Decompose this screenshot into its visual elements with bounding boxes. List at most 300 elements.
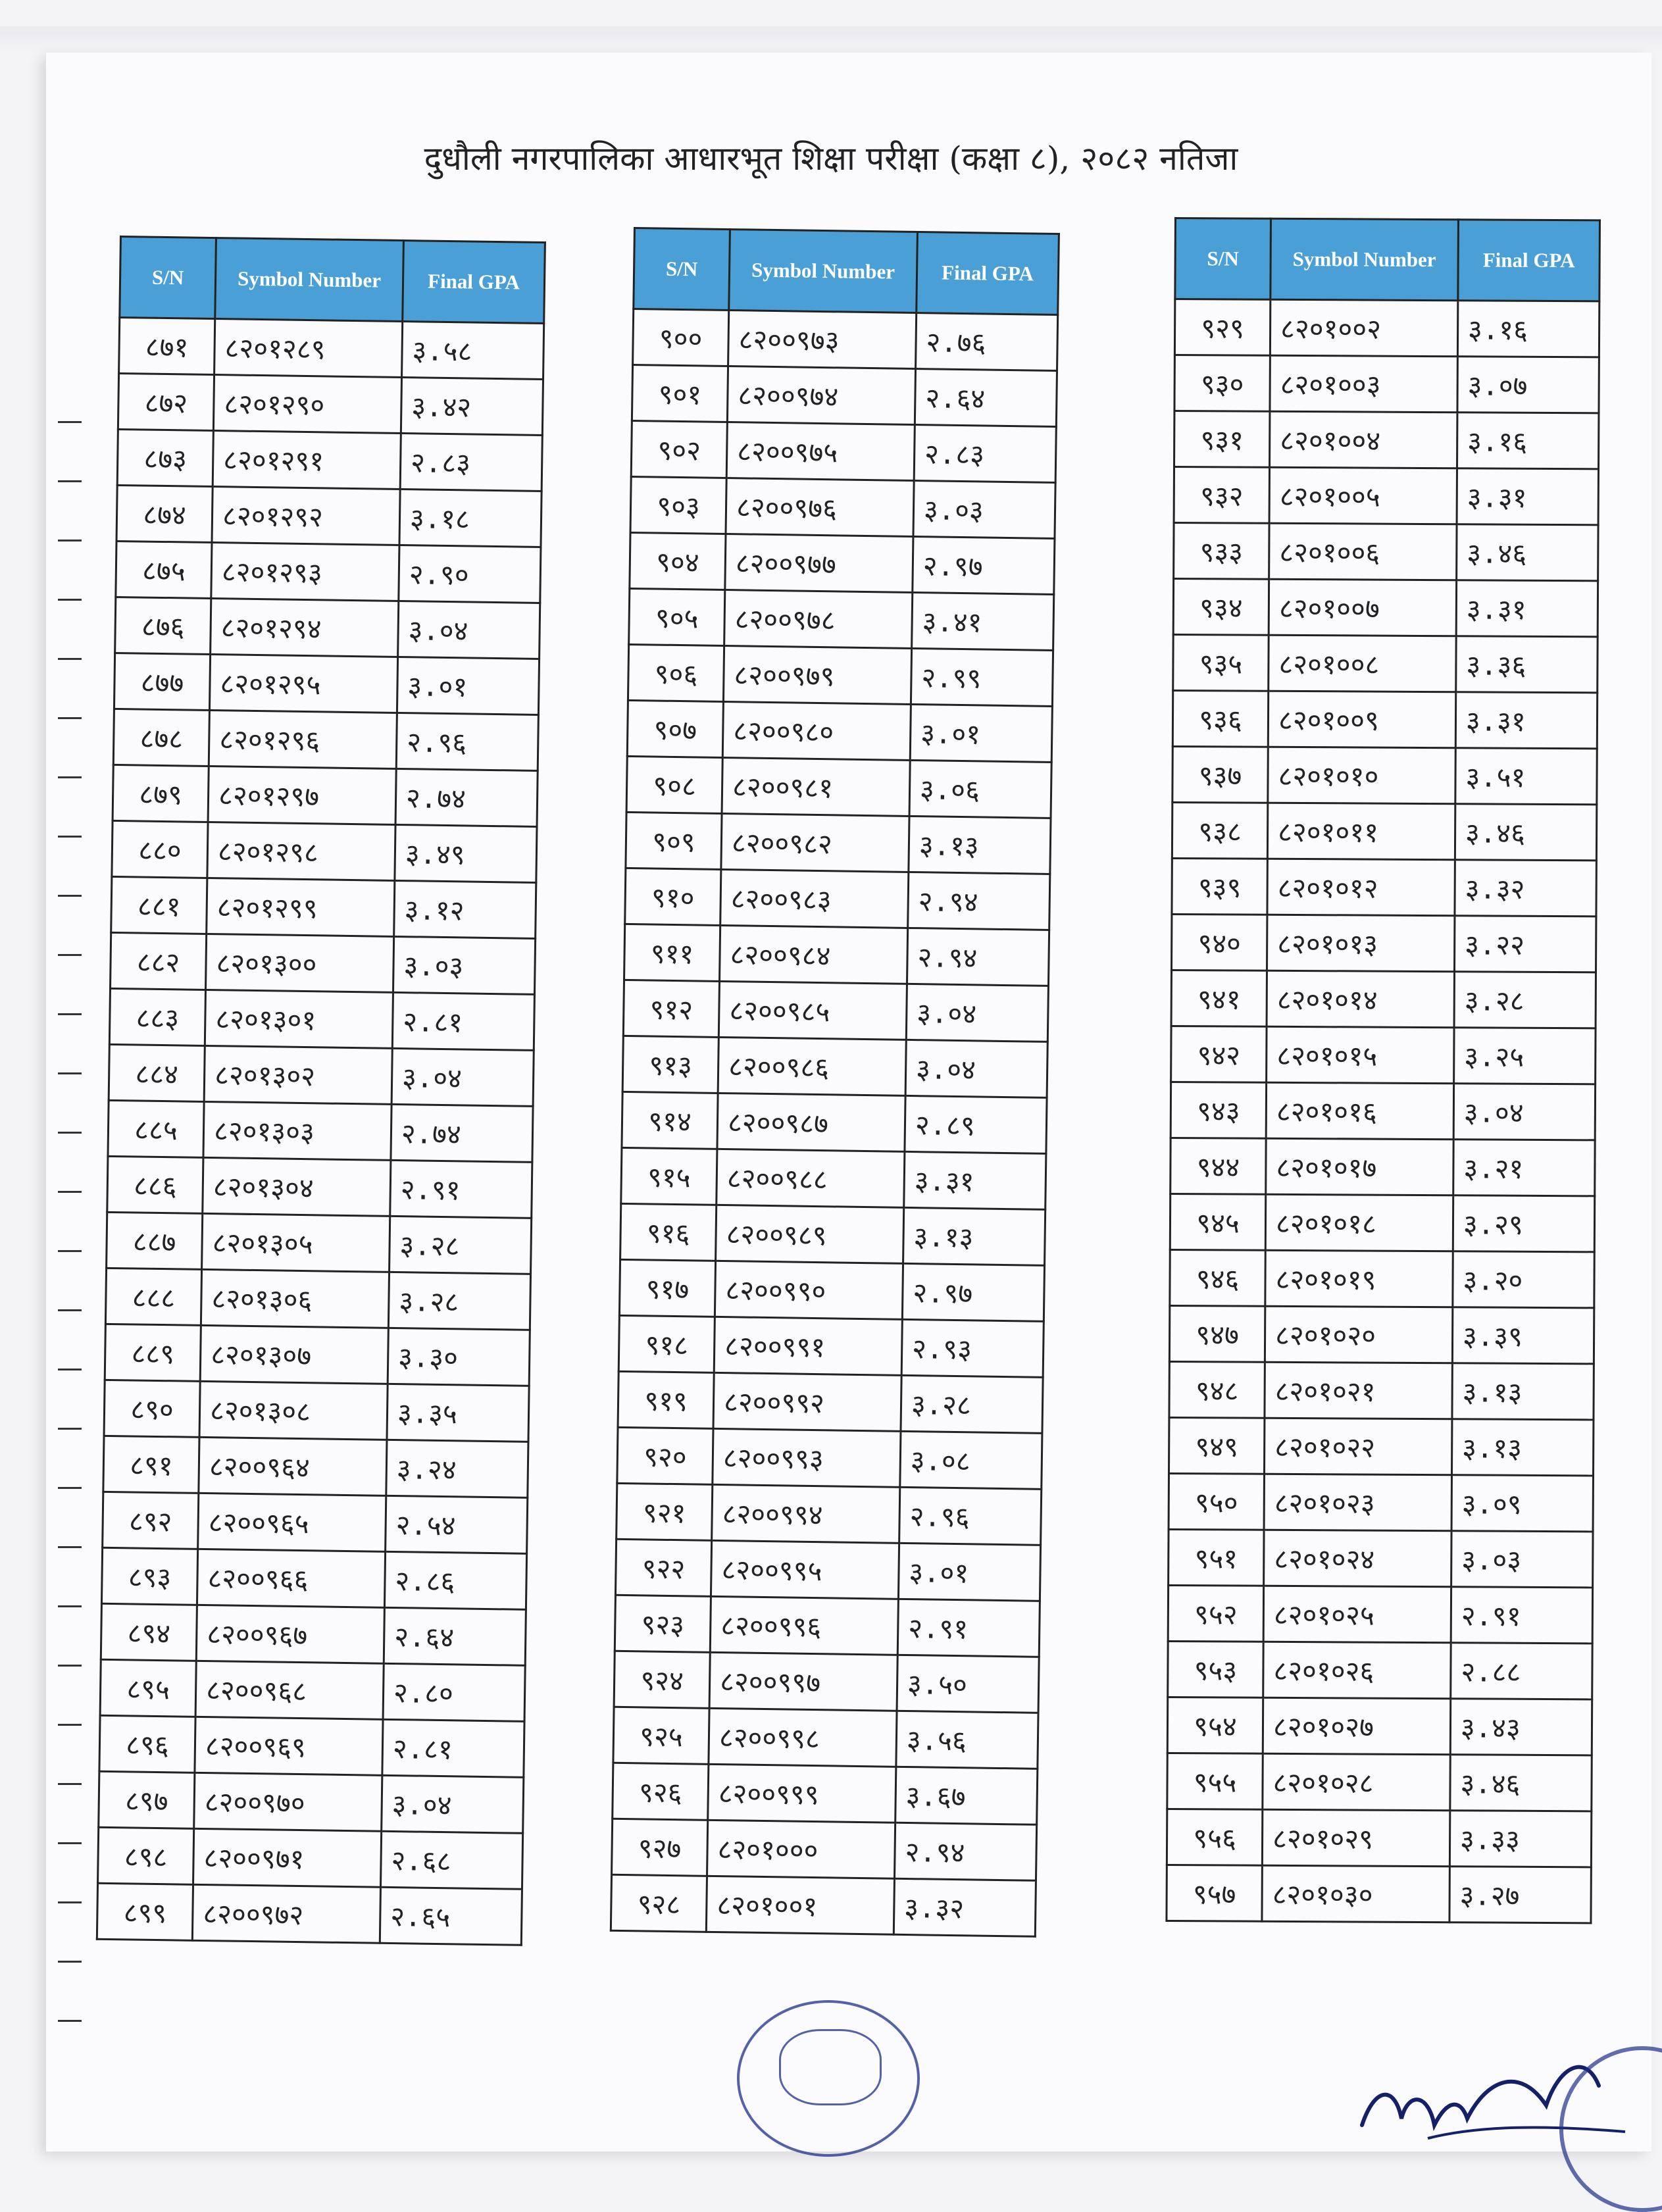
results-table-1 [96, 236, 546, 1946]
cell-final-gpa: ३.१३ [1451, 1419, 1593, 1476]
cell-symbol-number: ८२००९७१ [193, 1828, 382, 1887]
cell-sn: ८९१ [103, 1436, 199, 1493]
cell-sn: ८८४ [109, 1044, 205, 1101]
cell-symbol-number: ८२०१२९३ [211, 543, 399, 601]
cell-final-gpa: ३.०६ [909, 760, 1051, 818]
cell-final-gpa: ३.१८ [399, 489, 541, 547]
table-row [1172, 690, 1597, 748]
cell-symbol-number: ८२०१०२७ [1263, 1697, 1450, 1754]
table-row [111, 932, 536, 994]
cell-sn: ८८२ [111, 932, 207, 990]
cell-symbol-number: ८२००९६७ [196, 1605, 384, 1663]
cell-symbol-number: ८२०१३०७ [200, 1325, 388, 1384]
table-row [1172, 914, 1596, 972]
cell-final-gpa: ३.३१ [1457, 468, 1598, 525]
edge-tick [58, 954, 82, 956]
cell-sn: ८८० [112, 820, 208, 878]
cell-final-gpa: २.९७ [902, 1263, 1044, 1321]
cell-symbol-number: ८२०१०१५ [1267, 1026, 1454, 1083]
cell-sn: ९११ [624, 924, 720, 981]
cell-symbol-number: ८२०१२९८ [207, 822, 395, 880]
table-row [1173, 579, 1598, 637]
edge-tick [58, 776, 82, 778]
cell-final-gpa: ३.१२ [394, 880, 536, 938]
cell-symbol-number: ८२००९८१ [722, 757, 910, 816]
cell-final-gpa: ३.३० [388, 1328, 530, 1386]
edge-tick [58, 895, 82, 897]
table-row [101, 1603, 526, 1665]
table-row [105, 1268, 530, 1330]
cell-sn: ९३८ [1172, 802, 1267, 859]
cell-symbol-number: ८२००९८२ [721, 813, 909, 872]
cell-final-gpa: ३.१६ [1457, 301, 1599, 357]
table-row [629, 588, 1054, 650]
cell-final-gpa: ३.३२ [1455, 860, 1596, 917]
cell-symbol-number: ८२०१००१ [706, 1876, 894, 1934]
cell-symbol-number: ८२००९७५ [726, 422, 915, 481]
cell-symbol-number: ८२००९७४ [727, 366, 915, 425]
cell-symbol-number: ८२०१००२ [1270, 299, 1457, 356]
cell-final-gpa: ३.२२ [1455, 916, 1596, 972]
header-symbol-number: Symbol Number [729, 230, 918, 313]
cell-symbol-number: ८२०१०१३ [1267, 915, 1455, 971]
cell-sn: ९०८ [626, 756, 722, 813]
cell-symbol-number: ८२००९९२ [713, 1372, 901, 1431]
cell-symbol-number: ८२०१०१० [1268, 747, 1455, 803]
header-sn: S/N [1175, 218, 1271, 300]
cell-symbol-number: ८२०१२९५ [209, 654, 397, 713]
cell-sn: ८९९ [97, 1883, 193, 1940]
cell-final-gpa: २.९४ [908, 872, 1050, 930]
seal-emblem [779, 2029, 882, 2105]
cell-sn: ९२६ [613, 1763, 709, 1820]
table-row [1174, 523, 1598, 581]
cell-symbol-number: ८२०१०१६ [1266, 1082, 1453, 1139]
cell-symbol-number: ८२०१३०६ [201, 1269, 389, 1328]
table-row [1172, 746, 1597, 804]
table-row [624, 924, 1049, 986]
cell-final-gpa: ३.०९ [1451, 1475, 1593, 1532]
cell-sn: ९४६ [1170, 1249, 1265, 1306]
cell-final-gpa: ३.६७ [895, 1767, 1038, 1824]
cell-symbol-number: ८२०१००४ [1270, 411, 1457, 468]
cell-sn: ९५४ [1167, 1697, 1263, 1753]
cell-sn: ९२२ [615, 1539, 711, 1596]
cell-symbol-number: ८२०१२९० [213, 375, 401, 434]
edge-tick [58, 540, 82, 541]
cell-sn: ८७४ [116, 485, 213, 542]
cell-sn: ९५५ [1167, 1753, 1263, 1809]
cell-sn: ८७७ [114, 653, 210, 710]
cell-final-gpa: ३.३१ [1456, 580, 1598, 637]
cell-symbol-number: ८२०१०२४ [1264, 1530, 1451, 1586]
cell-final-gpa: २.९० [399, 545, 541, 603]
cell-sn: ९०४ [630, 532, 726, 590]
table-row [613, 1707, 1038, 1769]
table-row [1171, 1138, 1595, 1195]
cell-final-gpa: ३.०३ [913, 480, 1055, 538]
cell-symbol-number: ८२००९६६ [197, 1549, 385, 1607]
table-row [109, 1044, 534, 1106]
cell-final-gpa: २.७४ [395, 768, 538, 826]
cell-symbol-number: ८२००९६९ [195, 1717, 383, 1775]
cell-sn: ८८८ [105, 1268, 201, 1325]
table-row [612, 1819, 1037, 1880]
cell-symbol-number: ८२०१०२२ [1264, 1418, 1451, 1474]
cell-final-gpa: ३.५८ [402, 322, 544, 380]
cell-final-gpa: ३.०१ [910, 704, 1052, 762]
cell-final-gpa: ३.०४ [906, 984, 1048, 1042]
table-row [626, 756, 1051, 818]
header-sn: S/N [120, 237, 216, 319]
edge-tick [58, 2020, 82, 2022]
edge-tick [58, 836, 82, 838]
table-row [117, 429, 542, 491]
cell-sn: ८८५ [108, 1100, 204, 1157]
cell-final-gpa: ३.०४ [905, 1040, 1047, 1097]
table-row [99, 1715, 524, 1777]
table-row [1167, 1865, 1591, 1923]
cell-final-gpa: २.६४ [384, 1607, 526, 1665]
cell-symbol-number: ८२०१३०३ [203, 1101, 391, 1160]
table-row [1174, 299, 1599, 357]
cell-sn: ९४० [1172, 914, 1267, 970]
edge-tick [58, 1961, 82, 1963]
table-row [1169, 1529, 1593, 1587]
cell-symbol-number: ८२००९९५ [711, 1540, 899, 1599]
header-symbol-number: Symbol Number [1271, 218, 1459, 300]
cell-symbol-number: ८२००९७७ [725, 534, 913, 593]
cell-symbol-number: ८२००९९८ [709, 1708, 897, 1767]
cell-sn: ८८६ [107, 1156, 203, 1213]
cell-symbol-number: ८२०१००९ [1268, 691, 1455, 747]
municipality-seal [737, 2000, 920, 2157]
cell-sn: ८९२ [103, 1492, 199, 1549]
cell-symbol-number: ८२०१००० [707, 1820, 895, 1878]
cell-final-gpa: ३.४६ [1450, 1755, 1592, 1811]
cell-symbol-number: ८२०१३०१ [205, 990, 393, 1048]
cell-symbol-number: ८२०१०१४ [1267, 970, 1454, 1027]
cell-symbol-number: ८२०१०२६ [1263, 1642, 1451, 1698]
cell-sn: ९३५ [1173, 634, 1269, 691]
cell-sn: ९४४ [1171, 1138, 1266, 1194]
cell-symbol-number: ८२००९८५ [718, 981, 907, 1040]
table-row [630, 532, 1055, 594]
cell-symbol-number: ८२०१३०४ [203, 1157, 391, 1216]
header-final-gpa: Final GPA [403, 241, 545, 324]
cell-final-gpa: २.५४ [386, 1496, 528, 1553]
page-title: दुधौली नगरपालिका आधारभूत शिक्षा परीक्षा (कक्षा ८), २०८२ नतिजा [424, 139, 1238, 178]
cell-symbol-number: ८२०१२९४ [211, 598, 399, 657]
table-row [613, 1763, 1038, 1824]
cell-sn: ८८९ [105, 1324, 201, 1381]
cell-sn: ९४९ [1169, 1417, 1265, 1474]
table-row [1171, 1026, 1596, 1084]
table-row [111, 876, 536, 938]
table-row [617, 1427, 1042, 1489]
cell-sn: ९१६ [620, 1203, 717, 1261]
cell-final-gpa: ३.३१ [1455, 692, 1597, 749]
table-row [115, 597, 540, 659]
cell-final-gpa: ३.४३ [1450, 1699, 1592, 1755]
cell-sn: ९२५ [613, 1707, 709, 1764]
cell-sn: ९१७ [619, 1259, 715, 1317]
cell-symbol-number: ८२००९९३ [713, 1428, 901, 1487]
table-row [97, 1883, 522, 1945]
underlying-page-edge [0, 26, 1662, 53]
cell-symbol-number: ८२०१०२८ [1263, 1753, 1450, 1810]
cell-sn: ९२४ [614, 1651, 710, 1708]
cell-final-gpa: ३.३९ [1452, 1307, 1594, 1364]
cell-final-gpa: ३.१३ [1452, 1363, 1594, 1420]
cell-sn: ९०० [633, 309, 729, 366]
table-row [618, 1315, 1044, 1377]
cell-symbol-number: ८२०१००८ [1269, 635, 1456, 691]
table-row [100, 1659, 525, 1721]
table-row [1169, 1417, 1594, 1475]
cell-final-gpa: २.९९ [911, 648, 1053, 706]
cell-sn: ९१३ [622, 1036, 718, 1093]
cell-symbol-number: ८२००९८६ [718, 1037, 906, 1095]
table-row [620, 1203, 1045, 1265]
cell-final-gpa: ३.०१ [397, 657, 539, 715]
table-row [1168, 1585, 1592, 1643]
table-row [1167, 1753, 1592, 1811]
cell-final-gpa: २.९३ [901, 1319, 1044, 1377]
cell-symbol-number: ८२०१०२९ [1262, 1809, 1449, 1866]
table-row [617, 1483, 1042, 1545]
cell-symbol-number: ८२०१०१८ [1265, 1194, 1453, 1251]
cell-symbol-number: ८२०१२९७ [208, 766, 396, 824]
edge-tick [58, 1724, 82, 1726]
edge-tick [58, 1072, 82, 1074]
cell-final-gpa: ३.०४ [391, 1048, 534, 1106]
cell-symbol-number: ८२०१०११ [1267, 803, 1455, 859]
cell-sn: ९१२ [623, 980, 719, 1037]
cell-sn: ९३७ [1172, 746, 1268, 803]
table-row [622, 1092, 1047, 1153]
table-row [614, 1651, 1039, 1713]
edge-tick [58, 1013, 82, 1015]
table-row [621, 1147, 1046, 1209]
cell-final-gpa: २.६४ [915, 369, 1057, 427]
table-header [1175, 218, 1600, 301]
table-row [99, 1771, 524, 1833]
cell-final-gpa: २.८१ [392, 992, 534, 1050]
cell-sn: ८९५ [100, 1659, 196, 1717]
table-row [105, 1324, 530, 1386]
table-row [1169, 1473, 1593, 1531]
cell-final-gpa: ३.३३ [1449, 1811, 1591, 1867]
table-row [1167, 1809, 1591, 1867]
cell-sn: ९०३ [630, 476, 726, 534]
table-row [109, 988, 534, 1050]
cell-final-gpa: २.९१ [390, 1160, 532, 1218]
table-row [1172, 858, 1596, 916]
results-table-3 [1165, 217, 1601, 1924]
cell-symbol-number: ८२००९८० [722, 701, 911, 760]
cell-final-gpa: २.९७ [913, 536, 1055, 594]
cell-sn: ९०७ [627, 700, 723, 757]
cell-final-gpa: ३.१३ [909, 816, 1051, 874]
cell-final-gpa: २.६५ [380, 1887, 522, 1945]
cell-final-gpa: ३.२८ [388, 1272, 530, 1330]
cell-sn: ९१८ [618, 1315, 715, 1372]
edge-tick [58, 1901, 82, 1903]
cell-sn: ९०५ [629, 588, 725, 645]
table-row [107, 1212, 532, 1274]
cell-sn: ९१५ [621, 1147, 717, 1205]
cell-symbol-number: ८२०१२९२ [212, 487, 400, 545]
cell-final-gpa: ३.२४ [386, 1440, 528, 1497]
cell-final-gpa: २.९१ [897, 1599, 1040, 1657]
cell-sn: ९५६ [1167, 1809, 1262, 1865]
cell-symbol-number: ८२०१०२३ [1264, 1474, 1451, 1530]
table-row [108, 1100, 533, 1162]
cell-final-gpa: ३.२८ [901, 1375, 1043, 1433]
table-row [1174, 467, 1598, 525]
cell-symbol-number: ८२००९९९ [708, 1764, 896, 1822]
cell-final-gpa: २.८३ [914, 424, 1056, 482]
cell-sn: ८९३ [101, 1547, 197, 1605]
cell-symbol-number: ८२००९८४ [720, 925, 908, 984]
cell-sn: ९०९ [626, 812, 722, 869]
cell-symbol-number: ८२०१०२० [1265, 1306, 1452, 1363]
table-row [1170, 1194, 1594, 1251]
cell-sn: ८७८ [113, 709, 209, 766]
table-row [101, 1547, 526, 1609]
cell-final-gpa: २.९६ [396, 713, 538, 770]
cell-symbol-number: ८२००९८७ [717, 1093, 905, 1151]
table-header [120, 237, 545, 324]
page-stack-edge-marks [58, 421, 84, 2066]
cell-final-gpa: ३.२८ [1454, 972, 1596, 1028]
cell-final-gpa: ३.२९ [1453, 1195, 1594, 1252]
cell-symbol-number: ८२०१३०० [206, 934, 394, 992]
edge-tick [58, 658, 82, 660]
cell-final-gpa: ३.२७ [1449, 1867, 1591, 1923]
table-row [1168, 1641, 1592, 1699]
cell-final-gpa: ३.०१ [898, 1543, 1040, 1601]
cell-final-gpa: ३.१३ [903, 1207, 1045, 1265]
table-row [628, 644, 1053, 706]
cell-sn: ८७५ [116, 541, 212, 598]
table-row [1173, 634, 1598, 692]
table-row [633, 309, 1058, 371]
cell-symbol-number: ८२००९८८ [717, 1149, 905, 1207]
cell-final-gpa: ३.४१ [912, 592, 1054, 650]
cell-final-gpa: ३.०८ [900, 1431, 1042, 1489]
table-row [116, 485, 541, 547]
header-sn: S/N [634, 228, 730, 311]
table-row [98, 1827, 523, 1889]
table-row [632, 365, 1057, 427]
table-row [1174, 411, 1599, 469]
edge-tick [58, 717, 82, 719]
table-row [103, 1436, 528, 1497]
cell-sn: ९४३ [1171, 1082, 1266, 1138]
cell-sn: ९२३ [615, 1595, 711, 1652]
table-row [623, 980, 1048, 1042]
cell-sn: ९४२ [1171, 1026, 1267, 1082]
cell-final-gpa: ३.४६ [1455, 804, 1596, 861]
cell-sn: ९५७ [1167, 1865, 1262, 1921]
cell-final-gpa: २.९४ [907, 928, 1049, 986]
cell-final-gpa: ३.०४ [382, 1775, 524, 1833]
cell-symbol-number: ८२०१२९९ [207, 878, 395, 936]
table-row [619, 1259, 1044, 1321]
cell-sn: ९५१ [1169, 1529, 1264, 1586]
table-row [1169, 1305, 1594, 1363]
table-header [634, 228, 1059, 315]
header-symbol-number: Symbol Number [215, 238, 404, 322]
cell-final-gpa: ३.४६ [1457, 524, 1598, 581]
cell-sn: ९३२ [1174, 467, 1269, 524]
cell-sn: ९३१ [1174, 411, 1270, 468]
table-row [625, 868, 1050, 930]
cell-final-gpa: ३.०४ [1453, 1084, 1595, 1140]
cell-final-gpa: २.८१ [382, 1719, 524, 1777]
edge-tick [58, 1191, 82, 1193]
cell-sn: ८७६ [115, 597, 211, 654]
cell-final-gpa: २.८९ [905, 1095, 1047, 1153]
table-row [1170, 1249, 1594, 1307]
cell-sn: ९२७ [612, 1819, 708, 1876]
cell-final-gpa: ३.३५ [387, 1384, 529, 1442]
table-row [627, 700, 1052, 762]
cell-symbol-number: ८२०१००५ [1269, 467, 1457, 524]
table-row [630, 476, 1055, 538]
cell-symbol-number: ८२००९९० [715, 1261, 903, 1319]
cell-sn: ९२१ [617, 1483, 713, 1540]
cell-sn: ९२९ [1174, 299, 1270, 356]
table-row [112, 820, 537, 882]
cell-final-gpa: ३.३१ [904, 1151, 1046, 1209]
cell-symbol-number: ८२००९७० [194, 1772, 382, 1831]
cell-final-gpa: ३.५० [897, 1655, 1039, 1713]
results-table-2 [610, 227, 1060, 1938]
cell-final-gpa: २.८० [383, 1663, 525, 1721]
cell-final-gpa: ३.१६ [1457, 413, 1599, 469]
table-row [103, 1492, 528, 1553]
edge-tick [58, 1665, 82, 1667]
cell-symbol-number: ८२००९८३ [720, 869, 909, 928]
cell-sn: ८७९ [113, 765, 209, 822]
cell-symbol-number: ८२०१३०८ [199, 1381, 388, 1440]
header-final-gpa: Final GPA [917, 232, 1059, 315]
table-row [113, 709, 538, 770]
cell-final-gpa: ३.३६ [1456, 636, 1598, 693]
cell-symbol-number: ८२००९९६ [710, 1596, 898, 1655]
cell-symbol-number: ८२००९७६ [726, 478, 914, 537]
table-row [618, 1371, 1043, 1433]
cell-final-gpa: ३.०७ [1457, 357, 1599, 413]
cell-symbol-number: ८२००९९७ [709, 1652, 897, 1711]
cell-symbol-number: ८२०१३०५ [202, 1213, 390, 1272]
table-row [626, 812, 1051, 874]
cell-sn: ९३९ [1172, 858, 1267, 915]
edge-tick [58, 1309, 82, 1311]
cell-sn: ८९० [104, 1380, 200, 1437]
cell-final-gpa: ३.२० [1453, 1251, 1594, 1308]
table-row [631, 420, 1056, 482]
edge-tick [58, 1428, 82, 1430]
cell-symbol-number: ८२०१००६ [1269, 523, 1457, 580]
cell-sn: ८७३ [117, 429, 213, 486]
table-row [107, 1156, 532, 1218]
table-row [615, 1539, 1040, 1601]
cell-sn: ९०१ [632, 365, 728, 422]
